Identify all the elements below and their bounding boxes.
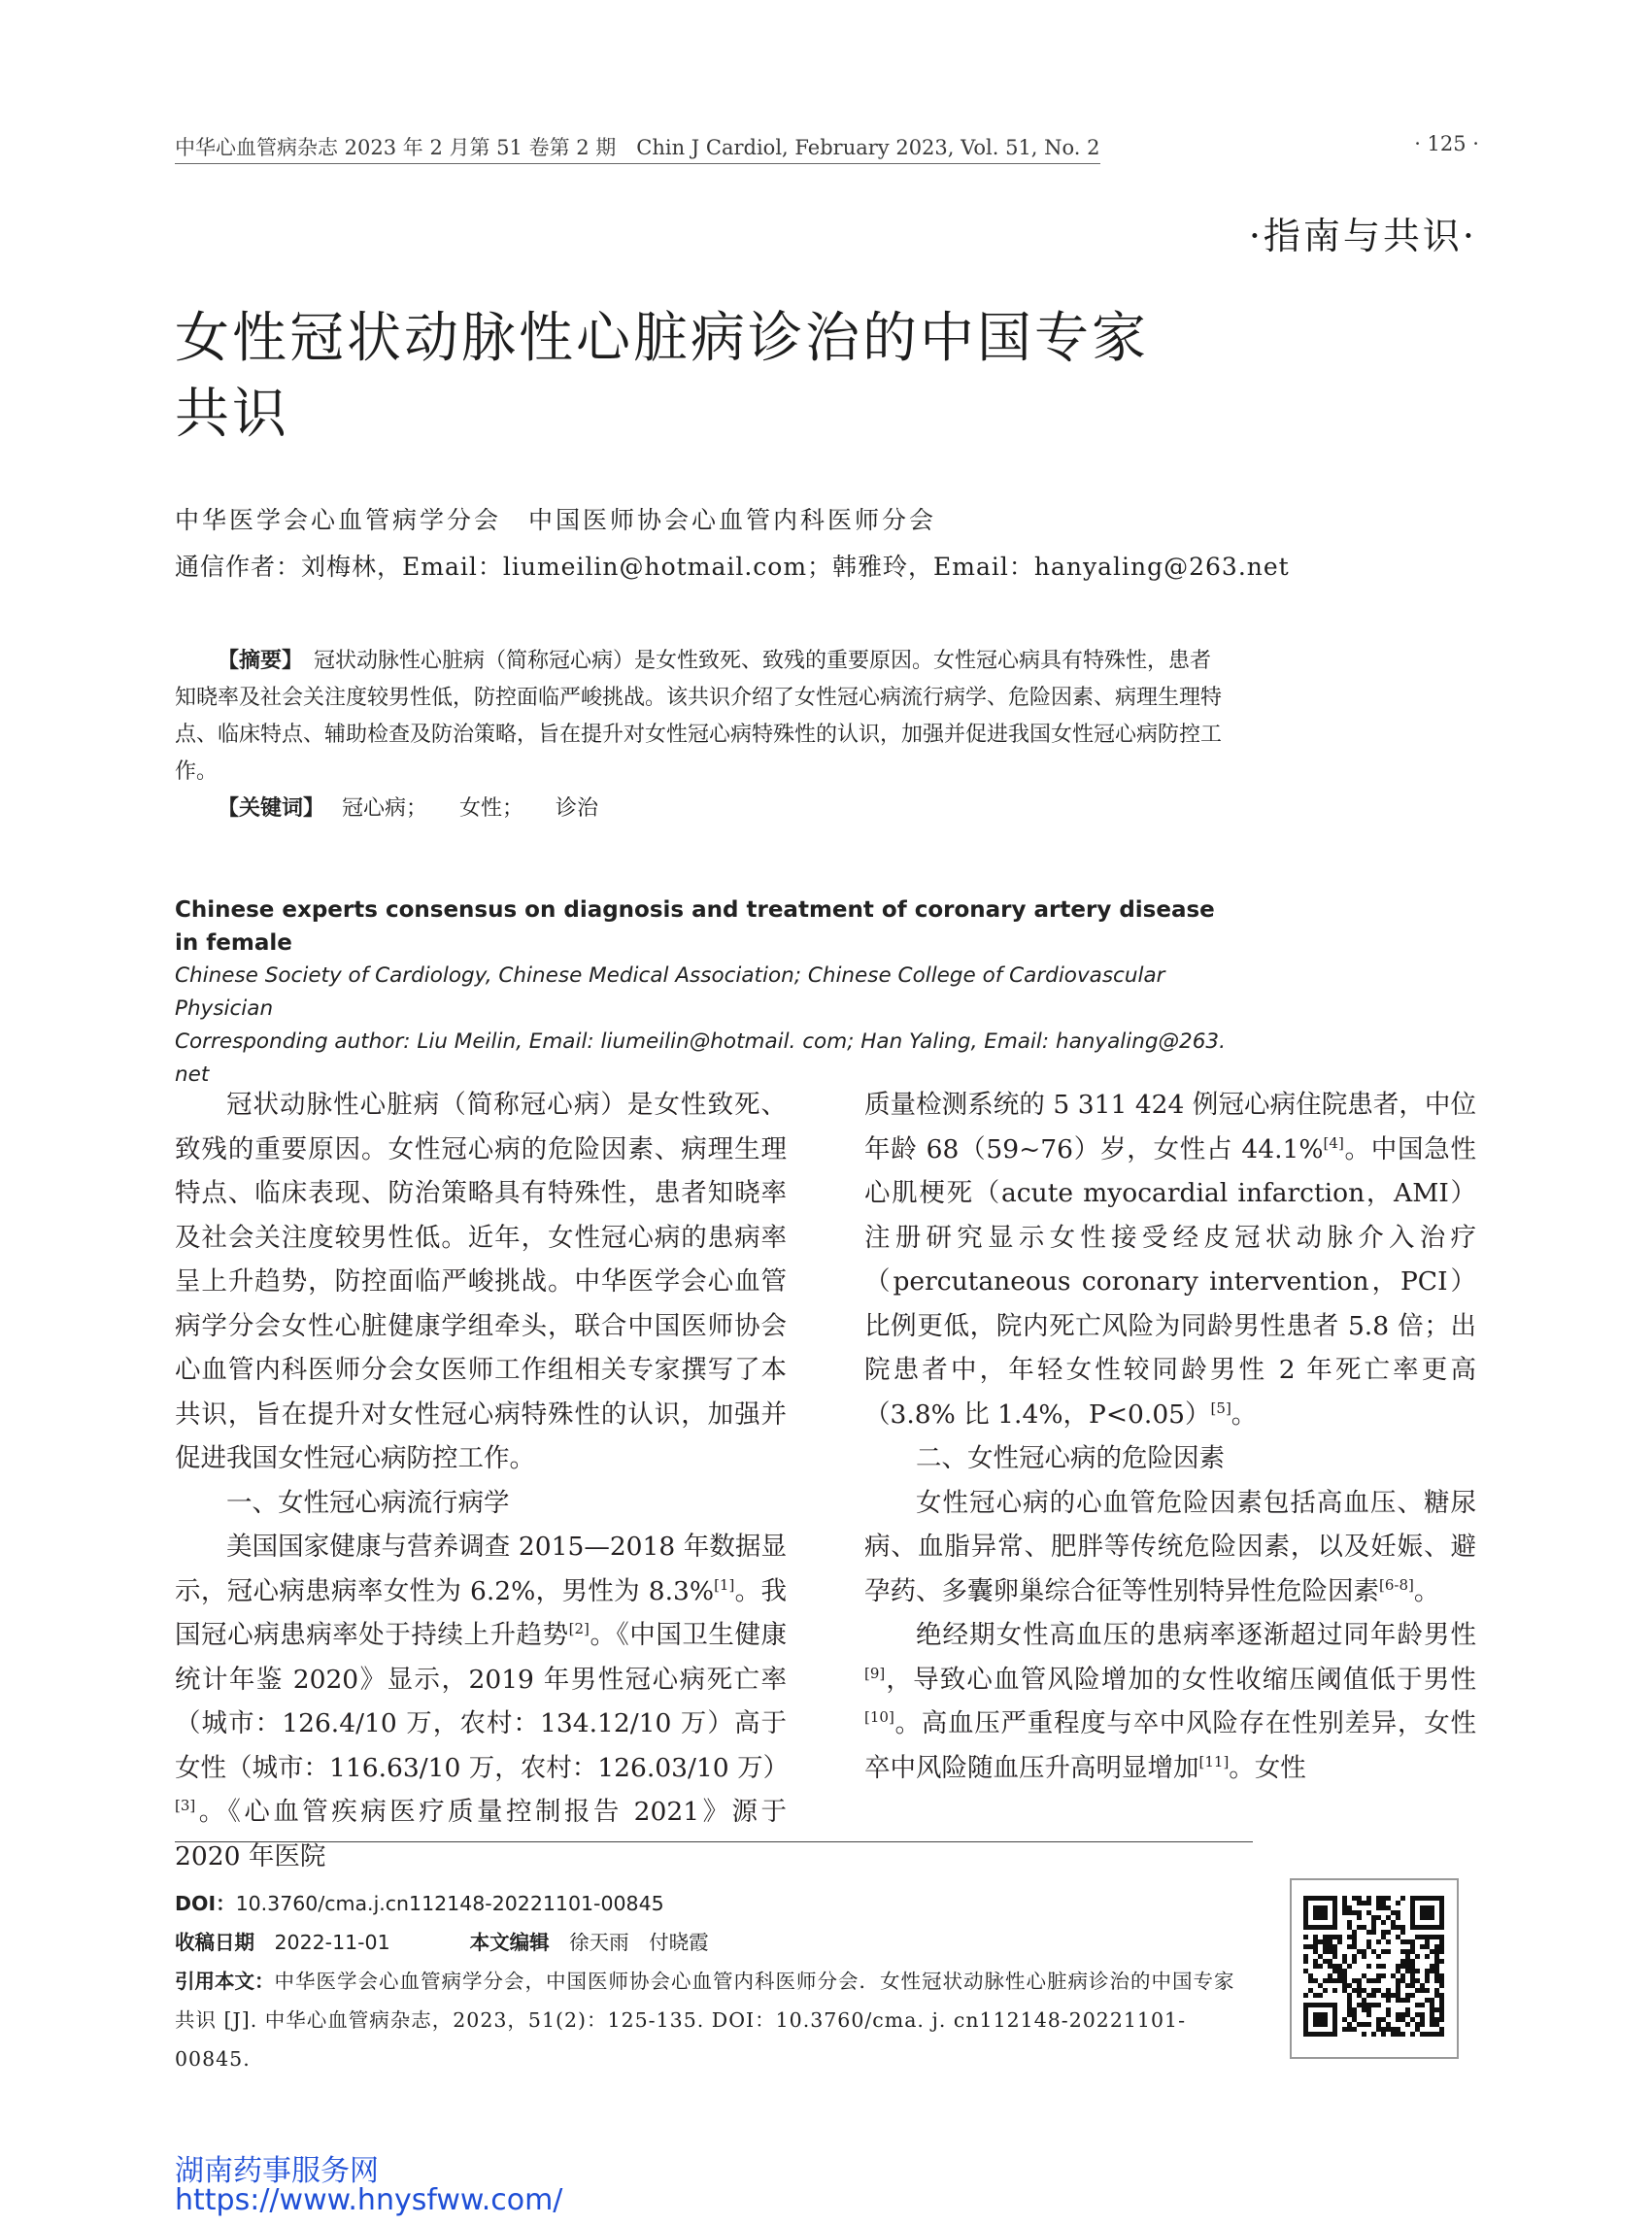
article-title: 女性冠状动脉性心脏病诊治的中国专家共识 bbox=[175, 307, 1149, 446]
citation-ref[interactable]: [1] bbox=[714, 1575, 735, 1594]
citation-ref[interactable]: [3] bbox=[175, 1797, 196, 1815]
article-metadata bbox=[175, 1884, 1263, 2078]
footer-divider bbox=[175, 1841, 1253, 1842]
body-paragraph: 质量检测系统的 5 311 424 例冠心病住院患者，中位年龄 68（59~76）岁，女性占 44.1%[4]。中国急性心肌梗死（acute myocardial infarction，AMI）注册研究显示女性接受经皮冠状动脉介入治疗（percutaneous coronary intervention，PCI）比例更低，院内死亡风险为同龄男性患者 5.8 倍；出院患者中，年轻女性较同龄男性 2 年死亡率更高（3.8% 比 1.4%，P<0.05）[5]。 bbox=[864, 1090, 1477, 1430]
page-number: · 125 · bbox=[1414, 132, 1479, 155]
corresponding-authors: 通信作者：刘梅林，Email：liumeilin@hotmail.com；韩雅玲，Email：hanyaling@263.net bbox=[175, 553, 1290, 581]
qr-code[interactable] bbox=[1290, 1878, 1459, 2059]
received-label: 收稿日期 bbox=[175, 1931, 254, 1954]
watermark-site-name: 湖南药事服务网 bbox=[175, 2154, 379, 2188]
body-paragraph: 冠状动脉性心脏病（简称冠心病）是女性致死、致残的重要原因。女性冠心病的危险因素、病理生理特点、临床表现、防治策略具有特殊性，患者知晓率及社会关注度较男性低。近年，女性冠心病的患病率呈上升趋势，防控面临严峻挑战。中华医学会心血管病学分会女性心脏健康学组牵头，联合中国医师协会心血管内科医师分会女医师工作组相关专家撰写了本共识，旨在提升对女性冠心病特殊性的认识，加强并促进我国女性冠心病防控工作。 bbox=[175, 1090, 787, 1473]
citation-ref[interactable]: [2] bbox=[568, 1620, 590, 1638]
abstract-label: 【摘要】 bbox=[218, 649, 293, 673]
citation-line bbox=[175, 1962, 1253, 2078]
body-paragraph: 绝经期女性高血压的患病率逐渐超过同年龄男性[9]，导致心血管风险增加的女性收缩压阈值低于男性[10]。高血压严重程度与卒中风险存在性别差异，女性卒中风险随血压升高明显增加[11]。女性 bbox=[864, 1620, 1476, 1783]
citation-ref[interactable]: [6-8] bbox=[1379, 1575, 1414, 1594]
doi-line: DOI：10.3760/cma.j.cn112148-20221101-00845 bbox=[175, 1892, 664, 1915]
abstract bbox=[175, 643, 1224, 827]
english-organizations: Chinese Society of Cardiology, Chinese Medical Association; Chinese College of Cardiovascular Physician bbox=[175, 963, 1165, 1021]
keywords-line bbox=[175, 791, 1224, 827]
keyword: 诊治 bbox=[556, 796, 599, 821]
body-column-left bbox=[175, 1083, 790, 1878]
dates-line bbox=[175, 1923, 1263, 1962]
section-heading: 二、女性冠心病的危险因素 bbox=[916, 1443, 1225, 1473]
cite-label: 引用本文： bbox=[175, 1970, 275, 1993]
body-column-right bbox=[864, 1083, 1476, 1790]
cite-text: 中华医学会心血管病学分会，中国医师协会心血管内科医师分会．女性冠状动脉性心脏病诊治的中国专家共识 [J]. 中华心血管病杂志，2023，51(2)：125-135. DOI：10.3760/cma. j. cn112148-20221101-00845. bbox=[175, 1970, 1235, 2071]
english-corresponding: Corresponding author: Liu Meilin, Email: liumeilin@hotmail. com; Han Yaling, Email: hanyaling@263. net bbox=[175, 1029, 1226, 1087]
section-tag: ·指南与共识· bbox=[1248, 215, 1477, 257]
keyword: 冠心病； bbox=[342, 796, 428, 821]
citation-ref[interactable]: [4] bbox=[1323, 1133, 1344, 1152]
keywords-label: 【关键词】 bbox=[218, 796, 315, 821]
journal-header: 中华心血管病杂志 2023 年 2 月第 51 卷第 2 期 Chin J Cardiol, February 2023, Vol. 51, No. 2 bbox=[175, 132, 1100, 164]
citation-ref[interactable]: [10] bbox=[864, 1708, 894, 1727]
editor-label: 本文编辑 bbox=[469, 1931, 550, 1954]
citation-ref[interactable]: [5] bbox=[1210, 1399, 1231, 1417]
english-abstract-header bbox=[175, 893, 1233, 1092]
author-organizations: 中华医学会心血管病学分会 中国医师协会心血管内科医师分会 bbox=[175, 506, 937, 534]
citation-ref[interactable]: [11] bbox=[1198, 1752, 1230, 1770]
watermark-url[interactable]: https://www.hnysfww.com/ bbox=[175, 2183, 563, 2217]
body-paragraph: 女性冠心病的心血管危险因素包括高血压、糖尿病、血脂异常、肥胖等传统危险因素，以及妊娠、避孕药、多囊卵巢综合征等性别特异性危险因素[6-8]。 bbox=[864, 1487, 1476, 1606]
received-date: 2022-11-01 bbox=[274, 1931, 390, 1954]
abstract-text: 冠状动脉性心脏病（简称冠心病）是女性致死、致残的重要原因。女性冠心病具有特殊性，患者知晓率及社会关注度较男性低，防控面临严峻挑战。该共识介绍了女性冠心病流行病学、危险因素、病理生理特点、临床特点、辅助检查及防治策略，旨在提升对女性冠心病特殊性的认识，加强并促进我国女性冠心病防控工作。 bbox=[175, 649, 1223, 784]
keyword: 女性； bbox=[459, 796, 524, 821]
body-paragraph: 美国国家健康与营养调查 2015—2018 年数据显示，冠心病患病率女性为 6.2%，男性为 8.3%[1]。我国冠心病患病率处于持续上升趋势[2]。《中国卫生健康统计年鉴 2020》显示，2019 年男性冠心病死亡率（城市：126.4/10 万，农村：134.12/10 万）高于女性（城市：116.63/10 万，农村：126.03/10 万）[3]。《心血管疾病医疗质量控制报告 2021》源于 2020 年医院 bbox=[175, 1532, 790, 1871]
section-heading: 一、女性冠心病流行病学 bbox=[226, 1487, 510, 1518]
editors: 徐天雨 付晓霞 bbox=[569, 1931, 709, 1954]
doi-link[interactable]: 10.3760/cma.j.cn112148-20221101-00845 bbox=[235, 1892, 664, 1915]
english-title: Chinese experts consensus on diagnosis and treatment of coronary artery disease in female bbox=[175, 897, 1215, 956]
qr-code-graphic bbox=[1301, 1890, 1447, 2045]
citation-ref[interactable]: [9] bbox=[864, 1664, 886, 1682]
